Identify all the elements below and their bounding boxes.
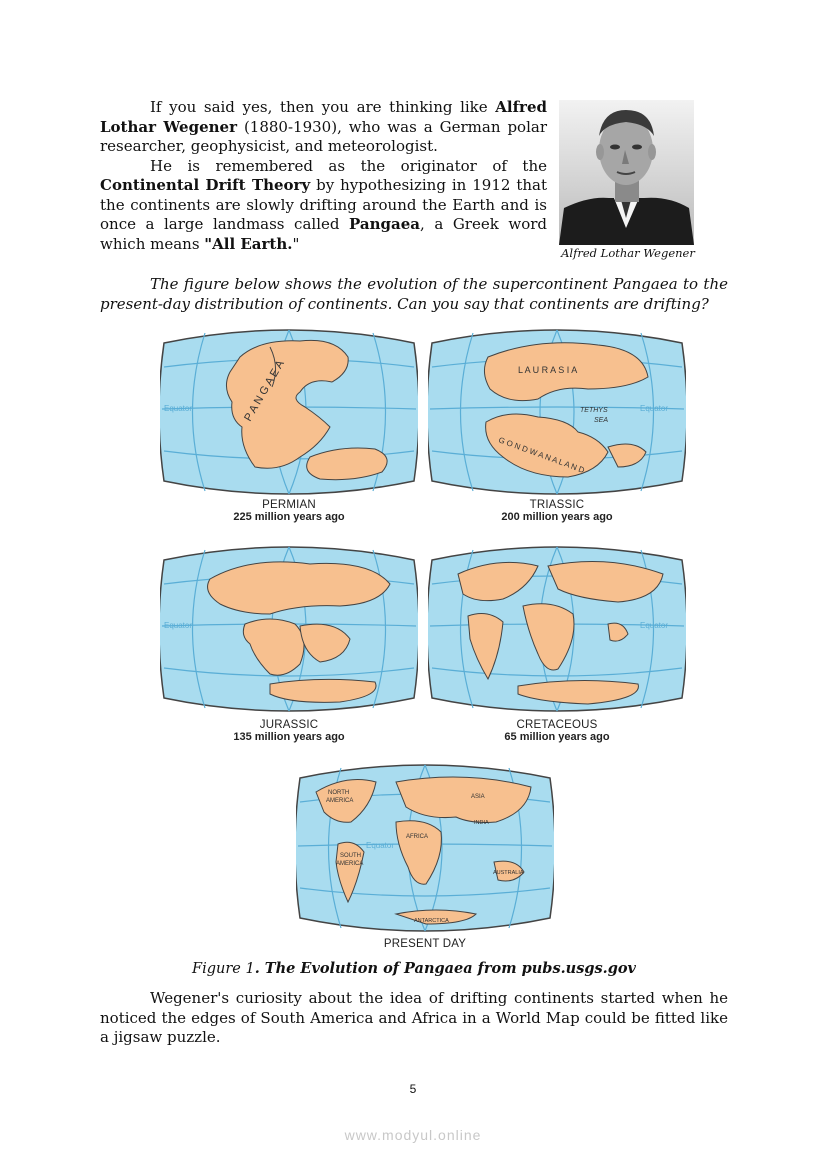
portrait-caption: Alfred Lothar Wegener bbox=[561, 246, 695, 260]
page-number: 5 bbox=[409, 1082, 417, 1096]
map-present-day bbox=[296, 762, 554, 938]
intro-paragraph-2: He is remembered as the originator of the Continental Drift Theory by hypothesizing in 1912 that the continents are slowly drifting around the Earth and is once a large landmass called Pangaea, a Greek word which means "All Earth." bbox=[100, 156, 548, 253]
triassic-label: TRIASSIC 200 million years ago bbox=[501, 499, 613, 523]
portrait-image bbox=[559, 100, 694, 245]
intro-text bbox=[100, 98, 547, 254]
theory-name: Continental Drift Theory bbox=[100, 176, 311, 194]
tethys-label: TETHYS bbox=[580, 407, 608, 414]
permian-label: PERMIAN 225 million years ago bbox=[233, 499, 345, 523]
jurassic-label: JURASSIC 135 million years ago bbox=[233, 719, 345, 743]
map-cretaceous bbox=[428, 544, 686, 718]
jurassic-equator-label: Equator bbox=[164, 621, 193, 630]
map-triassic bbox=[428, 327, 686, 501]
gondwanaland-label: G O N D W A N A L A N D bbox=[497, 435, 586, 475]
present-equator-label: Equator bbox=[366, 841, 395, 850]
permian-equator-label: Equator bbox=[164, 404, 193, 413]
cretaceous-equator-label: Equator bbox=[640, 621, 669, 630]
figure-intro: The figure below shows the evolution of the supercontinent Pangaea to the present-day distribution of continents. Can you say that continents are drifting? bbox=[100, 275, 728, 313]
india-label: INDIA bbox=[474, 820, 489, 826]
intro-paragraph-1: If you said yes, then you are thinking like Alfred Lothar Wegener (1880-1930), who was a German polar researcher, geophysicist, and meteorologist. bbox=[100, 98, 548, 155]
laurasia-label: L A U R A S I A bbox=[518, 365, 578, 375]
wegener-name: Alfred Lothar Wegener bbox=[100, 98, 547, 136]
sea-label: SEA bbox=[594, 417, 609, 424]
africa-label: AFRICA bbox=[406, 834, 429, 840]
figure-caption: Figure 1. The Evolution of Pangaea from pubs.usgs.gov bbox=[192, 960, 636, 977]
south-america-label: SOUTH bbox=[340, 853, 361, 859]
map-permian bbox=[160, 327, 418, 501]
pangaea-word: Pangaea bbox=[349, 215, 421, 233]
all-earth-phrase: "All Earth. bbox=[204, 234, 293, 253]
watermark: www.modyul.online bbox=[344, 1127, 482, 1143]
pangaea-label: P A N G A E A bbox=[242, 358, 287, 424]
antarctica-label: ANTARCTICA bbox=[414, 918, 449, 924]
present-day-label: PRESENT DAY bbox=[383, 938, 467, 950]
cretaceous-label: CRETACEOUS 65 million years ago bbox=[504, 719, 610, 743]
north-america-label: NORTH bbox=[328, 790, 350, 796]
wegener-portrait bbox=[559, 100, 694, 245]
triassic-equator-label: Equator bbox=[640, 404, 669, 413]
australia-label: AUSTRALIA bbox=[493, 870, 524, 876]
map-jurassic bbox=[160, 544, 418, 718]
asia-label: ASIA bbox=[471, 794, 485, 800]
south-america-label-2: AMERICA bbox=[336, 861, 364, 867]
north-america-label-2: AMERICA bbox=[326, 798, 354, 804]
closing-paragraph: Wegener's curiosity about the idea of drifting continents started when he noticed the edges of South America and Africa in a World Map could be fitted like a jigsaw puzzle. bbox=[100, 989, 728, 1046]
